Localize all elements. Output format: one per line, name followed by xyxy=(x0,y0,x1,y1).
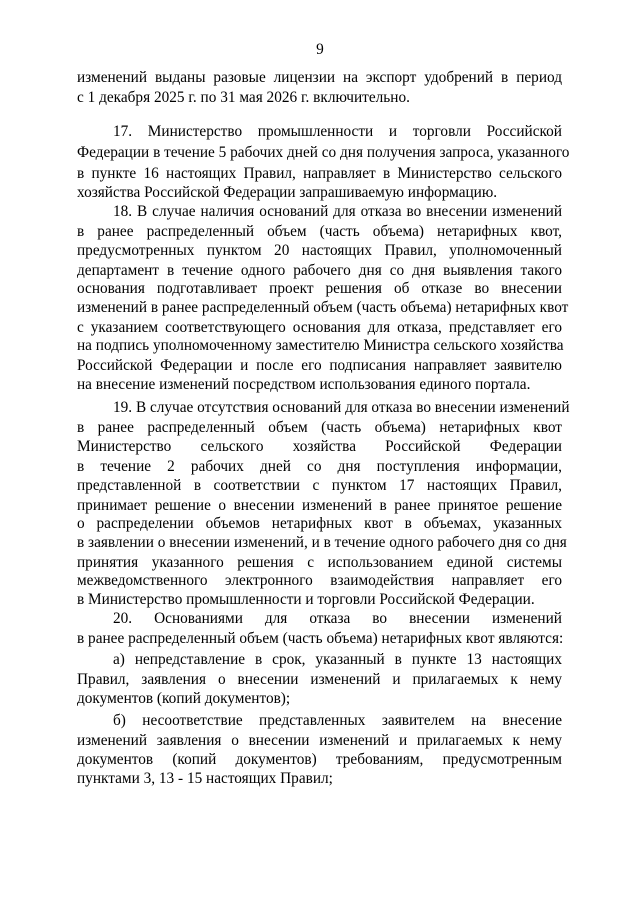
text-line: представленной в соответствии с пунктом 17 настоящих Правил, xyxy=(77,477,562,494)
text-line: в заявлении о внесении изменений, и в течение одного рабочего дня со дня xyxy=(77,534,567,551)
text-line: хозяйства Российской Федерации запрашиваемую информацию. xyxy=(77,184,498,201)
text-line: Российской Федерации и после его подписания направляет заявителю xyxy=(77,357,562,374)
text-line: б) несоответствие представленных заявителем на внесение xyxy=(113,712,562,729)
text-line: Правил, заявления о внесении изменений и прилагаемых к нему xyxy=(77,671,562,688)
text-line: документов (копий документов) требованиям, предусмотренным xyxy=(77,751,562,768)
text-line: основания подготавливает проект решения об отказе во внесении xyxy=(77,280,562,297)
text-line: о распределении объемов нетарифных квот в объемах, указанных xyxy=(77,515,562,532)
text-line: департамент в течение одного рабочего дня со дня выявления такого xyxy=(77,262,562,279)
text-line: 19. В случае отсутствия оснований для отказа во внесении изменений xyxy=(113,399,570,416)
text-line: изменений заявления о внесении изменений и прилагаемых к нему xyxy=(77,732,562,749)
text-line: в ранее распределенный объем (часть объема) нетарифных квот xyxy=(77,419,562,436)
page-number: 9 xyxy=(316,41,324,58)
text-line: документов (копий документов); xyxy=(77,690,291,707)
text-line: изменений выданы разовые лицензии на экспорт удобрений в период xyxy=(77,69,562,86)
text-line: пунктами 3, 13 - 15 настоящих Правил; xyxy=(77,770,333,787)
text-line: на внесение изменений посредством использования единого портала. xyxy=(77,376,531,393)
text-line: 20. Основаниями для отказа во внесении изменений xyxy=(113,610,562,627)
text-line: 17. Министерство промышленности и торговли Российской xyxy=(113,123,562,140)
text-line: в Министерство промышленности и торговли Российской Федерации. xyxy=(77,591,535,608)
text-line: в ранее распределенный объем (часть объема) нетарифных квот, xyxy=(77,223,562,240)
text-line: Федерации в течение 5 рабочих дней со дня получения запроса, указанного xyxy=(77,144,570,161)
text-line: принимает решение о внесении изменений в ранее принятое решение xyxy=(77,497,562,514)
text-line: предусмотренных пунктом 20 настоящих Правил, уполномоченный xyxy=(77,242,562,259)
text-line: с 1 декабря 2025 г. по 31 мая 2026 г. включительно. xyxy=(77,89,410,106)
text-line: Министерство сельского хозяйства Российской Федерации xyxy=(77,438,562,455)
text-line: межведомственного электронного взаимодействия направляет его xyxy=(77,572,562,589)
text-line: принятия указанного решения с использованием единой системы xyxy=(77,554,562,571)
text-line: изменений в ранее распределенный объем (часть объема) нетарифных квот xyxy=(77,299,569,316)
text-line: в ранее распределенный объем (часть объема) нетарифных квот являются: xyxy=(77,630,564,647)
text-line: а) непредставление в срок, указанный в пункте 13 настоящих xyxy=(113,651,562,668)
text-line: на подпись уполномоченному заместителю Министра сельского хозяйства xyxy=(77,337,564,354)
text-line: в пункте 16 настоящих Правил, направляет в Министерство сельского xyxy=(77,165,562,182)
text-line: с указанием соответствующего основания для отказа, представляет его xyxy=(77,319,562,336)
text-line: 18. В случае наличия оснований для отказа во внесении изменений xyxy=(113,203,562,220)
text-line: в течение 2 рабочих дней со дня поступления информации, xyxy=(77,458,562,475)
